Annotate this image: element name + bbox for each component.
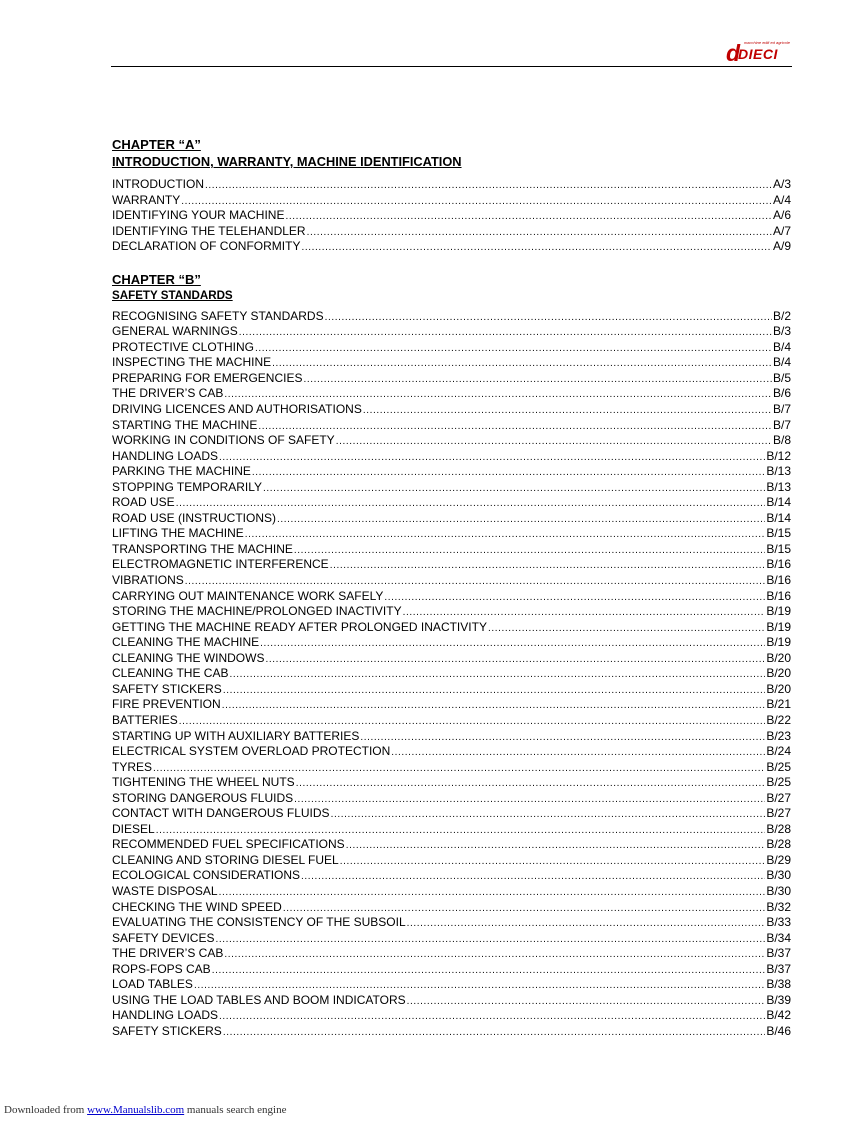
toc-dot-leader [391,745,765,761]
toc-entry-label: GENERAL WARNINGS [112,324,238,339]
toc-entry-page: A/4 [772,192,791,207]
table-of-contents [112,136,791,1039]
toc-dot-leader [363,403,772,419]
toc-entry[interactable] [112,697,791,713]
toc-entry-label: ROAD USE (INSTRUCTIONS) [112,510,277,525]
toc-entry-page: B/14 [766,510,791,525]
toc-entry-label: ELECTRICAL SYSTEM OVERLOAD PROTECTION [112,744,391,759]
toc-entry-label: WORKING IN CONDITIONS OF SAFETY [112,433,335,448]
toc-dot-leader [303,372,772,388]
toc-entry[interactable] [112,324,791,340]
toc-entry-label: GETTING THE MACHINE READY AFTER PROLONGED INACTIVITY [112,619,487,634]
toc-dot-leader [346,838,766,854]
toc-entry-page: B/6 [772,386,791,401]
chapter-b-title: CHAPTER “B” [112,271,201,287]
toc-entry-page: B/2 [772,308,791,323]
toc-dot-leader [336,434,772,450]
toc-dot-leader [277,512,765,528]
toc-entry-label: TIGHTENING THE WHEEL NUTS [112,775,295,790]
toc-dot-leader [176,496,766,512]
toc-dot-leader [223,683,766,699]
toc-dot-leader [307,225,772,241]
toc-dot-leader [194,978,765,994]
toc-entry[interactable] [112,744,791,760]
toc-entry-page: B/12 [766,448,791,463]
download-footer [4,1104,286,1116]
toc-entry[interactable] [112,589,791,605]
toc-dot-leader [296,776,766,792]
toc-entry-page: B/25 [766,759,791,774]
toc-entry[interactable] [112,806,791,822]
toc-dot-leader [156,823,766,839]
toc-dot-leader [181,194,772,210]
toc-entry-label: IDENTIFYING THE TELEHANDLER [112,223,306,238]
toc-entry-label: CARRYING OUT MAINTENANCE WORK SAFELY [112,588,384,603]
toc-entry-label: PREPARING FOR EMERGENCIES [112,370,303,385]
toc-entry-page: B/3 [772,324,791,339]
toc-entry-page: B/28 [766,821,791,836]
toc-entry-page: B/20 [766,666,791,681]
toc-entry-label: USING THE LOAD TABLES AND BOOM INDICATORS [112,992,406,1007]
chapter-a-entries [112,177,791,255]
logo-tagline: macchine edili ed agricole [743,40,790,45]
toc-dot-leader [239,325,772,341]
toc-dot-leader [301,869,765,885]
toc-entry[interactable] [112,573,791,589]
toc-entry-page: B/16 [766,573,791,588]
toc-entry[interactable] [112,962,791,978]
toc-entry[interactable] [112,931,791,947]
toc-entry-label: LIFTING THE MACHINE [112,526,244,541]
toc-dot-leader [407,994,766,1010]
toc-entry[interactable] [112,340,791,356]
toc-entry[interactable] [112,1024,791,1040]
toc-entry-label: EVALUATING THE CONSISTENCY OF THE SUBSOIL [112,915,406,930]
toc-entry[interactable] [112,177,791,193]
chapter-b-heading: SAFETY STANDARDS [112,288,233,302]
toc-entry-label: CLEANING AND STORING DIESEL FUEL [112,852,339,867]
toc-entry[interactable] [112,193,791,209]
toc-entry[interactable] [112,402,791,418]
toc-entry[interactable] [112,208,791,224]
chapter-a-section [112,136,791,255]
toc-dot-leader [407,916,766,932]
toc-entry-page: B/34 [766,930,791,945]
toc-entry-page: B/5 [772,370,791,385]
toc-dot-leader [488,621,765,637]
toc-entry-label: LOAD TABLES [112,977,193,992]
toc-dot-leader [245,527,766,543]
toc-entry[interactable] [112,1008,791,1024]
toc-entry-page: B/7 [772,402,791,417]
footer-prefix: Downloaded from [4,1104,85,1116]
toc-entry-label: BATTERIES [112,712,178,727]
toc-entry[interactable] [112,224,791,240]
toc-dot-leader [252,465,765,481]
toc-dot-leader [272,356,772,372]
toc-dot-leader [263,481,765,497]
toc-entry-label: DECLARATION OF CONFORMITY [112,239,301,254]
toc-entry-page: B/13 [766,479,791,494]
toc-entry[interactable] [112,526,791,542]
toc-entry[interactable] [112,977,791,993]
toc-entry-label: RECOMMENDED FUEL SPECIFICATIONS [112,837,345,852]
toc-dot-leader [294,543,765,559]
toc-entry-page: A/9 [772,239,791,254]
toc-entry[interactable] [112,884,791,900]
toc-dot-leader [223,1025,766,1041]
toc-entry-label: WARRANTY [112,192,181,207]
toc-entry-page: B/37 [766,961,791,976]
toc-entry-label: CLEANING THE CAB [112,666,229,681]
toc-entry[interactable] [112,511,791,527]
manualslib-link[interactable]: www.Manualslib.com [87,1104,185,1116]
toc-entry-label: DRIVING LICENCES AND AUTHORISATIONS [112,402,362,417]
toc-entry-page: B/14 [766,495,791,510]
toc-dot-leader [331,807,766,823]
toc-entry[interactable] [112,480,791,496]
toc-dot-leader [224,387,772,403]
toc-dot-leader [260,636,765,652]
toc-entry-page: B/38 [766,977,791,992]
toc-entry-page: B/19 [766,619,791,634]
toc-entry[interactable] [112,822,791,838]
toc-entry[interactable] [112,900,791,916]
toc-entry-label: CLEANING THE MACHINE [112,635,260,650]
toc-entry-label: CHECKING THE WIND SPEED [112,899,282,914]
toc-entry-label: RECOGNISING SAFETY STANDARDS [112,308,324,323]
toc-entry-page: B/33 [766,915,791,930]
toc-dot-leader [258,419,772,435]
brand-logo [726,40,790,64]
toc-entry-page: B/15 [766,526,791,541]
toc-dot-leader [219,1009,765,1025]
toc-dot-leader [219,450,765,466]
toc-dot-leader [325,310,772,326]
toc-entry-label: SAFETY STICKERS [112,681,222,696]
toc-dot-leader [330,558,766,574]
toc-entry-page: B/29 [766,852,791,867]
toc-entry-label: ROAD USE [112,495,175,510]
toc-entry-page: B/23 [766,728,791,743]
toc-dot-leader [283,901,766,917]
toc-entry[interactable] [112,666,791,682]
toc-entry-page: B/32 [766,899,791,914]
toc-entry[interactable] [112,239,791,255]
toc-entry[interactable] [112,464,791,480]
toc-entry-label: TRANSPORTING THE MACHINE [112,541,293,556]
toc-entry[interactable] [112,682,791,698]
toc-entry-page: A/3 [772,177,791,191]
toc-entry-label: WASTE DISPOSAL [112,883,218,898]
toc-entry-page: B/37 [766,946,791,961]
toc-entry-label: ECOLOGICAL CONSIDERATIONS [112,868,301,883]
toc-entry-page: B/28 [766,837,791,852]
toc-dot-leader [255,341,772,357]
toc-entry-page: B/16 [766,557,791,572]
toc-entry-label: INSPECTING THE MACHINE [112,355,272,370]
toc-entry-page: B/46 [766,1023,791,1038]
toc-entry-page: B/27 [766,790,791,805]
toc-entry[interactable] [112,418,791,434]
toc-entry-label: STARTING THE MACHINE [112,417,258,432]
toc-dot-leader [222,698,766,714]
toc-entry[interactable] [112,371,791,387]
header-divider [111,66,792,67]
chapter-b-entries [112,309,791,1040]
toc-dot-leader [384,590,765,606]
toc-entry-page: B/30 [766,868,791,883]
toc-entry-label: FIRE PREVENTION [112,697,221,712]
toc-entry-page: B/25 [766,775,791,790]
toc-entry[interactable] [112,946,791,962]
toc-dot-leader [360,730,765,746]
toc-entry-label: CLEANING THE WINDOWS [112,650,265,665]
toc-entry-page: B/13 [766,464,791,479]
toc-dot-leader [212,963,766,979]
toc-entry[interactable] [112,651,791,667]
toc-entry[interactable] [112,449,791,465]
toc-entry-page: B/24 [766,744,791,759]
toc-dot-leader [205,178,772,194]
toc-entry-label: STORING DANGEROUS FLUIDS [112,790,294,805]
toc-entry[interactable] [112,542,791,558]
toc-entry-label: CONTACT WITH DANGEROUS FLUIDS [112,806,330,821]
logo-letter: d [726,40,741,66]
toc-dot-leader [219,885,766,901]
logo-wordmark: DIECI [738,46,778,62]
toc-entry-label: ROPS-FOPS CAB [112,961,211,976]
toc-entry-page: B/8 [772,433,791,448]
toc-entry-label: STORING THE MACHINE/PROLONGED INACTIVITY [112,604,402,619]
toc-entry-page: A/6 [772,208,791,223]
toc-entry[interactable] [112,309,791,325]
toc-entry[interactable] [112,775,791,791]
toc-entry[interactable] [112,837,791,853]
toc-entry-page: B/27 [766,806,791,821]
toc-entry[interactable] [112,433,791,449]
toc-entry[interactable] [112,386,791,402]
toc-entry-page: B/21 [766,697,791,712]
toc-entry-label: HANDLING LOADS [112,448,219,463]
toc-entry-page: B/20 [766,650,791,665]
toc-entry-label: STARTING UP WITH AUXILIARY BATTERIES [112,728,360,743]
toc-dot-leader [215,932,765,948]
toc-entry-page: B/39 [766,992,791,1007]
toc-entry[interactable] [112,915,791,931]
toc-entry-label: HANDLING LOADS [112,1008,219,1023]
toc-entry[interactable] [112,868,791,884]
toc-dot-leader [153,761,765,777]
toc-dot-leader [340,854,766,870]
footer-suffix: manuals search engine [186,1104,287,1116]
toc-entry-page: B/42 [766,1008,791,1023]
toc-entry[interactable] [112,713,791,729]
toc-entry-page: B/19 [766,635,791,650]
toc-entry-label: STOPPING TEMPORARILY [112,479,263,494]
toc-entry-page: B/30 [766,883,791,898]
toc-dot-leader [224,947,765,963]
toc-entry-label: THE DRIVER’S CAB [112,946,224,961]
toc-entry-page: B/16 [766,588,791,603]
toc-entry-label: INTRODUCTION [112,177,204,191]
toc-dot-leader [265,652,765,668]
toc-entry[interactable] [112,604,791,620]
toc-dot-leader [179,714,766,730]
chapter-b-section [112,271,791,1040]
toc-entry[interactable] [112,791,791,807]
toc-entry-label: TYRES [112,759,153,774]
toc-entry-label: IDENTIFYING YOUR MACHINE [112,208,285,223]
toc-dot-leader [301,240,772,256]
toc-entry-page: A/7 [772,223,791,238]
toc-entry[interactable] [112,729,791,745]
chapter-a-heading: INTRODUCTION, WARRANTY, MACHINE IDENTIFICATION [112,154,462,169]
chapter-a-title: CHAPTER “A” [112,137,201,152]
toc-entry[interactable] [112,853,791,869]
toc-entry[interactable] [112,760,791,776]
toc-dot-leader [185,574,766,590]
toc-entry-label: SAFETY DEVICES [112,930,215,945]
toc-entry[interactable] [112,635,791,651]
toc-entry-label: SAFETY STICKERS [112,1023,222,1038]
toc-entry-label: THE DRIVER’S CAB [112,386,224,401]
toc-entry-label: PROTECTIVE CLOTHING [112,339,255,354]
toc-entry[interactable] [112,993,791,1009]
toc-entry[interactable] [112,557,791,573]
toc-entry-label: PARKING THE MACHINE [112,464,251,479]
toc-entry[interactable] [112,495,791,511]
toc-entry[interactable] [112,355,791,371]
toc-entry[interactable] [112,620,791,636]
toc-entry-page: B/7 [772,417,791,432]
toc-entry-page: B/20 [766,681,791,696]
toc-entry-label: DIESEL [112,821,155,836]
toc-dot-leader [403,605,766,621]
toc-entry-page: B/22 [766,712,791,727]
toc-entry-page: B/4 [772,339,791,354]
toc-entry-label: ELECTROMAGNETIC INTERFERENCE [112,557,329,572]
toc-entry-page: B/4 [772,355,791,370]
toc-dot-leader [294,792,765,808]
toc-entry-page: B/19 [766,604,791,619]
toc-entry-page: B/15 [766,541,791,556]
toc-dot-leader [285,209,772,225]
toc-dot-leader [229,667,765,683]
toc-entry-label: VIBRATIONS [112,573,184,588]
